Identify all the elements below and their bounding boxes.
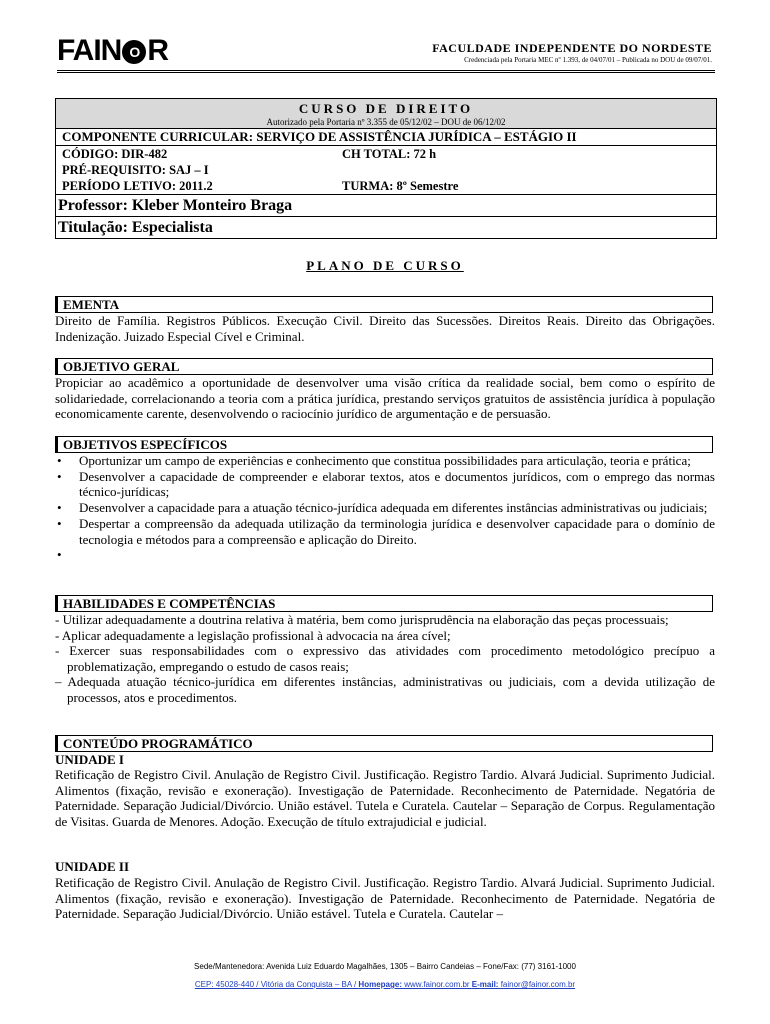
habilidade-item: - Aplicar adequadamente a legislação profissional à advocacia na área cível; [55, 627, 451, 643]
institution-name: FACULDADE INDEPENDENTE DO NORDESTE [432, 41, 712, 55]
list-item [55, 516, 715, 547]
list-item [55, 547, 715, 563]
unit2-title: UNIDADE II [55, 859, 130, 874]
unit1-title: UNIDADE I [55, 752, 124, 767]
code-label: CÓDIGO: DIR-482 [62, 147, 168, 161]
habilidade-item: - Utilizar adequadamente a doutrina relativa à matéria, bem como jurisprudência na elaboração das peças processuais; [55, 612, 669, 627]
objetivos-especificos-heading: OBJETIVOS ESPECÍFICOS [55, 436, 713, 453]
course-title: CURSO DE DIREITO [298, 101, 474, 116]
period-label: PERÍODO LETIVO: 2011.2 [62, 179, 213, 193]
list-item-text: Oportunizar um campo de experiências e conhecimento que constitua possibilidades para articulação, teoria e prática; [79, 453, 691, 468]
prereq-row [56, 162, 716, 178]
email-link[interactable]: fainor@fainor.com.br [498, 980, 576, 989]
logo-circle-icon: O [122, 40, 146, 64]
homepage-link[interactable]: www.fainor.com.br [401, 980, 472, 989]
plan-title [0, 258, 770, 274]
logo-text: FAIN [57, 34, 122, 67]
component-label: COMPONENTE CURRICULAR: SERVIÇO DE ASSISTÊNCIA JURÍDICA – ESTÁGIO II [62, 129, 577, 144]
bullet-icon: • [57, 468, 62, 484]
hours-label: CH TOTAL: 72 h [342, 147, 437, 161]
prereq-label: PRÉ-REQUISITO: SAJ – I [62, 163, 209, 177]
header-divider [57, 70, 715, 73]
bullet-icon: • [57, 515, 62, 531]
component-row [56, 129, 716, 146]
ementa-heading: EMENTA [55, 296, 713, 313]
email-label: E-mail: [471, 980, 499, 989]
plan-title-text: PLANO DE CURSO [306, 258, 464, 273]
homepage-label: Homepage: [358, 980, 402, 989]
fainor-logo [57, 36, 168, 67]
conteudo-heading: CONTEÚDO PROGRAMÁTICO [55, 735, 713, 752]
course-info-box [55, 98, 717, 239]
footer-contact [0, 980, 770, 989]
course-authorization: Autorizado pela Portaria nº 3.355 de 05/12/02 – DOU de 06/12/02 [266, 117, 506, 127]
objetivo-geral-text: Propiciar ao acadêmico a oportunidade de desenvolver uma visão crítica da realidade social, bem como o espírito de solidariedade, correlacionando a teoria com a prática jurídica, prestando serviços gratuitos de assistência jurídica à população economicamente carente, desenvolvendo o raciocínio jurídico de argumentação e de persuasão. [55, 375, 715, 421]
institution-credential: Credenciada pela Portaria MEC nº 1.393, de 04/07/01 – Publicada no DOU de 09/07/01. [464, 56, 712, 64]
class-label: TURMA: 8º Semestre [342, 179, 459, 193]
list-item-text: Desenvolver a capacidade de compreender e elaborar textos, atos e documentos jurídicos, com o emprego das normas técnico-jurídicas; [79, 468, 715, 500]
objetivo-geral-heading: OBJETIVO GERAL [55, 358, 713, 375]
habilidade-item: - Exercer suas responsabilidades com o expressivo das atividades com procedimento metodológico precípuo a problematização, empregando o estudo de casos reais; [55, 643, 715, 674]
bullet-icon: • [57, 453, 62, 468]
list-item [55, 469, 715, 500]
habilidade-item: – Adequada atuação técnico-jurídica em diferentes instâncias, administrativas ou judiciais, com a devida utilização de processos, atos e procedimentos. [55, 674, 715, 705]
list-item [55, 500, 715, 516]
footer-address: Sede/Mantenedora: Avenida Luiz Eduardo Magalhães, 1305 – Bairro Candeias – Fone/Fax: (77) 3161-1000 [194, 962, 576, 971]
professor-titulation: Titulação: Especialista [56, 216, 716, 238]
ementa-text: Direito de Família. Registros Públicos. Execução Civil. Direito das Sucessões. Direitos Reais. Direito das Obrigações. Indenização. Juizado Especial Cível e Criminal. [55, 313, 715, 344]
footer-cep: CEP: 45028-440 / Vitória da Conquista – BA / [194, 980, 359, 989]
habilidades-list [55, 612, 715, 706]
bullet-icon: • [57, 500, 62, 516]
list-item-text: Despertar a compreensão da adequada utilização da terminologia jurídica e desenvolver capacidade para o domínio de tecnologia e métodos para a compreensão e aplicação do Direito. [79, 515, 715, 547]
course-header [56, 99, 716, 129]
unit2-text: Retificação de Registro Civil. Anulação de Registro Civil. Justificação. Registro Tardio. Alvará Judicial. Suprimento Judicial. Alimentos (fixação, revisão e exoneração). Investigação de Paternidade. Reconhecimento de Paternidade. Negatória de Paternidade. Separação Judicial/Divórcio. União estável. Tutela e Curatela. Cautelar – [55, 875, 715, 921]
logo-text-end: R [147, 34, 169, 67]
period-row [56, 178, 716, 194]
code-row [56, 146, 716, 162]
list-item-text: Desenvolver a capacidade para a atuação técnico-jurídica adequada em diferentes instâncias administrativas ou judiciais; [79, 500, 708, 516]
habilidades-heading: HABILIDADES E COMPETÊNCIAS [55, 595, 713, 612]
bullet-icon: • [57, 547, 62, 563]
professor-name: Professor: Kleber Monteiro Braga [56, 194, 716, 216]
unit1-text: Retificação de Registro Civil. Anulação de Registro Civil. Justificação. Registro Tardio. Alvará Judicial. Suprimento Judicial. Alimentos (fixação, revisão e exoneração). Investigação de Paternidade. Reconhecimento de Paternidade. Negatória de Paternidade. Separação Judicial/Divórcio. União estável. Tutela e Curatela. Cautelar – Separação de Corpus. Regulamentação de Visitas. Guarda de Menores. Adoção. Execução de título extrajudicial e judicial. [55, 767, 715, 829]
objetivos-especificos-list [55, 453, 715, 563]
list-item [55, 453, 715, 469]
